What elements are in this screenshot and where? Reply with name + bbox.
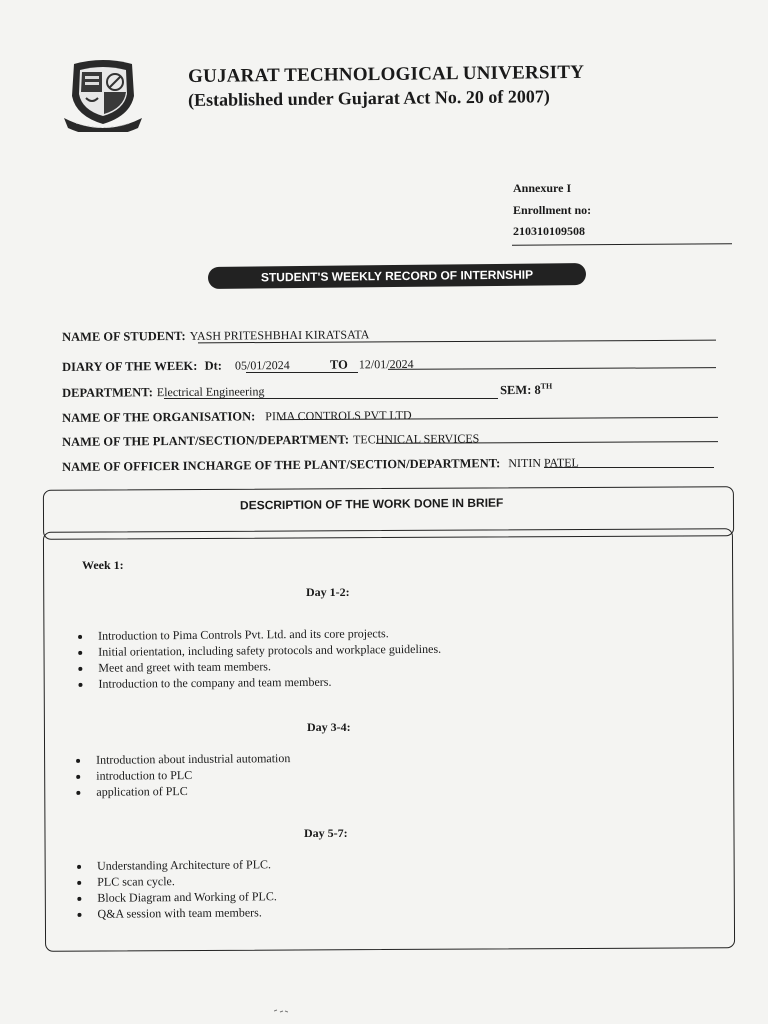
enrollment-label: Enrollment no: xyxy=(513,203,592,217)
day-2-list xyxy=(70,750,291,800)
day-title-2: Day 3-4: xyxy=(307,720,351,734)
list-item: • Introduction to Pima Controls Pvt. Ltd. and its core projects. xyxy=(92,625,441,644)
organisation-value: PIMA CONTROLS PVT LTD xyxy=(265,407,412,424)
dt-to-value: 12/01/2024 xyxy=(358,356,414,372)
annexure-label: Annexure I xyxy=(513,181,572,195)
list-item: • introduction to PLC xyxy=(90,766,290,784)
department-row xyxy=(62,384,265,404)
gtu-crest-icon xyxy=(64,58,142,132)
list-item: • Introduction to the company and team members. xyxy=(92,673,441,692)
dt-from-value: 05/01/2024 xyxy=(234,358,290,373)
description-title: DESCRIPTION OF THE WORK DONE IN BRIEF xyxy=(239,495,504,513)
officer-label: NAME OF OFFICER INCHARGE OF THE PLANT/SECTION/DEPARTMENT: xyxy=(62,456,501,474)
semester-row xyxy=(500,382,552,400)
officer-underline xyxy=(544,467,714,468)
university-name: GUJARAT TECHNOLOGICAL UNIVERSITY xyxy=(188,61,585,87)
officer-row xyxy=(62,455,579,478)
diary-week-row xyxy=(62,357,414,378)
list-item: • Block Diagram and Working of PLC. xyxy=(91,888,277,906)
plant-value: TECHNICAL SERVICES xyxy=(352,431,480,447)
list-item: • Q&A session with team members. xyxy=(91,904,277,922)
student-name-row xyxy=(62,327,370,348)
department-underline xyxy=(164,398,498,399)
day-title-1: Day 1-2: xyxy=(306,585,350,599)
university-logo xyxy=(64,58,142,132)
list-item: • PLC scan cycle. xyxy=(91,872,277,890)
list-item: • application of PLC xyxy=(90,782,290,800)
dt-from-underline xyxy=(246,372,358,373)
plant-label: NAME OF THE PLANT/SECTION/DEPARTMENT: xyxy=(62,432,350,449)
enrollment-underline xyxy=(512,243,732,246)
list-item: • Meet and greet with team members. xyxy=(92,657,441,676)
record-banner: STUDENT'S WEEKLY RECORD OF INTERNSHIP xyxy=(208,263,586,289)
student-name-value: YASH PRITESHBHAI KIRATSATA xyxy=(189,327,370,343)
week-label: Week 1: xyxy=(82,558,124,572)
semester-label: SEM: 8 xyxy=(500,382,541,398)
to-label: TO xyxy=(329,357,348,372)
semester-suffix: TH xyxy=(540,381,553,391)
diary-week-label: DIARY OF THE WEEK: xyxy=(62,358,198,374)
department-label: DEPARTMENT: xyxy=(62,385,153,400)
day-title-3: Day 5-7: xyxy=(304,826,348,840)
list-item: • Understanding Architecture of PLC. xyxy=(91,856,277,874)
university-establishment: (Established under Gujarat Act No. 20 of 2007) xyxy=(188,86,550,110)
enrollment-number: 210310109508 xyxy=(513,224,585,238)
list-item: • Initial orientation, including safety protocols and workplace guidelines. xyxy=(92,641,441,660)
dt-label: Dt: xyxy=(204,358,222,373)
department-value: Electrical Engineering xyxy=(156,384,265,400)
list-item: • Introduction about industrial automation xyxy=(90,750,290,768)
organisation-label: NAME OF THE ORGANISATION: xyxy=(62,409,256,425)
day-1-list xyxy=(72,625,441,692)
student-name-label: NAME OF STUDENT: xyxy=(62,328,186,344)
scan-speck xyxy=(274,1000,288,1004)
day-3-list xyxy=(71,856,277,922)
officer-value: NITIN PATEL xyxy=(508,455,579,471)
dt-to-underline xyxy=(388,367,716,370)
